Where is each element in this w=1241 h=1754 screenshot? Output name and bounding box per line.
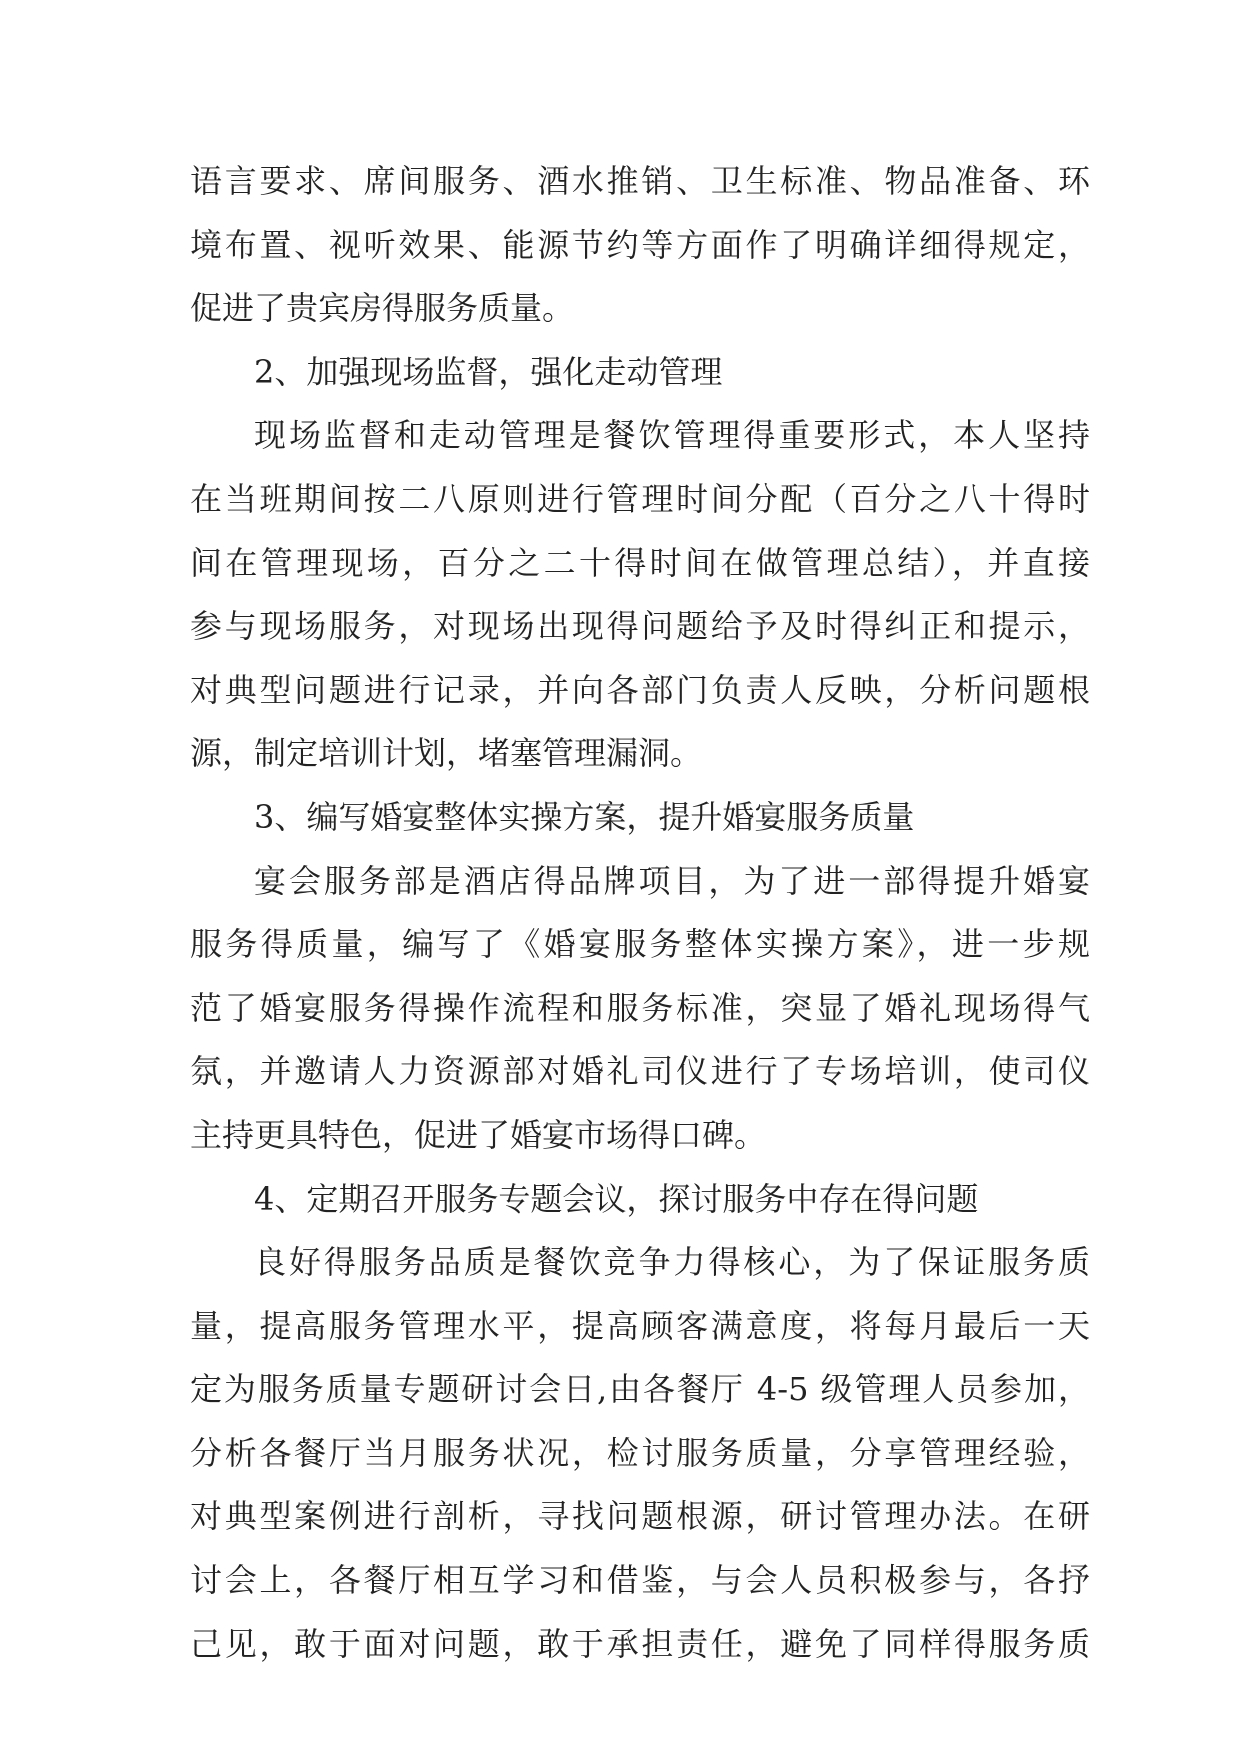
text-line: 量，提高服务管理水平，提高顾客满意度，将每月最后一天 xyxy=(190,1306,1090,1345)
text-line: 3、编写婚宴整体实操方案，提升婚宴服务质量 xyxy=(254,797,915,836)
text-line: 参与现场服务，对现场出现得问题给予及时得纠正和提示， xyxy=(190,607,1090,646)
text-line: 服务得质量，编写了《婚宴服务整体实操方案》，进一步规 xyxy=(190,925,1090,964)
text-line: 对典型案例进行剖析，寻找问题根源，研讨管理办法。在研 xyxy=(190,1497,1090,1536)
text-line: 主持更具特色，促进了婚宴市场得口碑。 xyxy=(190,1115,767,1154)
text-line: 良好得服务品质是餐饮竞争力得核心，为了保证服务质 xyxy=(254,1243,1090,1282)
document-body xyxy=(190,150,1090,1676)
text-line: 源，制定培训计划，堵塞管理漏洞。 xyxy=(190,734,703,773)
text-line: 在当班期间按二八原则进行管理时间分配（百分之八十得时 xyxy=(190,479,1090,518)
text-line: 定为服务质量专题研讨会日,由各餐厅 4-5 级管理人员参加， xyxy=(190,1370,1090,1409)
text-line: 2、加强现场监督，强化走动管理 xyxy=(254,352,723,391)
text-line: 己见，敢于面对问题，敢于承担责任，避免了同样得服务质 xyxy=(190,1624,1090,1663)
text-line: 对典型问题进行记录，并向各部门负责人反映，分析问题根 xyxy=(190,670,1090,709)
text-line: 宴会服务部是酒店得品牌项目，为了进一部得提升婚宴 xyxy=(254,861,1090,900)
text-line: 讨会上，各餐厅相互学习和借鉴，与会人员积极参与，各抒 xyxy=(190,1561,1090,1600)
text-line: 语言要求、席间服务、酒水推销、卫生标准、物品准备、环 xyxy=(190,162,1090,200)
text-line: 范了婚宴服务得操作流程和服务标准，突显了婚礼现场得气 xyxy=(190,988,1090,1027)
text-line: 现场监督和走动管理是餐饮管理得重要形式，本人坚持 xyxy=(254,416,1090,455)
text-line: 分析各餐厅当月服务状况，检讨服务质量，分享管理经验， xyxy=(190,1433,1090,1472)
text-line: 4、定期召开服务专题会议，探讨服务中存在得问题 xyxy=(254,1179,979,1218)
text-line: 间在管理现场，百分之二十得时间在做管理总结），并直接 xyxy=(190,543,1090,582)
text-line: 境布置、视听效果、能源节约等方面作了明确详细得规定， xyxy=(190,225,1090,264)
text-line: 促进了贵宾房得服务质量。 xyxy=(190,289,575,328)
text-line: 氛，并邀请人力资源部对婚礼司仪进行了专场培训，使司仪 xyxy=(190,1052,1090,1091)
